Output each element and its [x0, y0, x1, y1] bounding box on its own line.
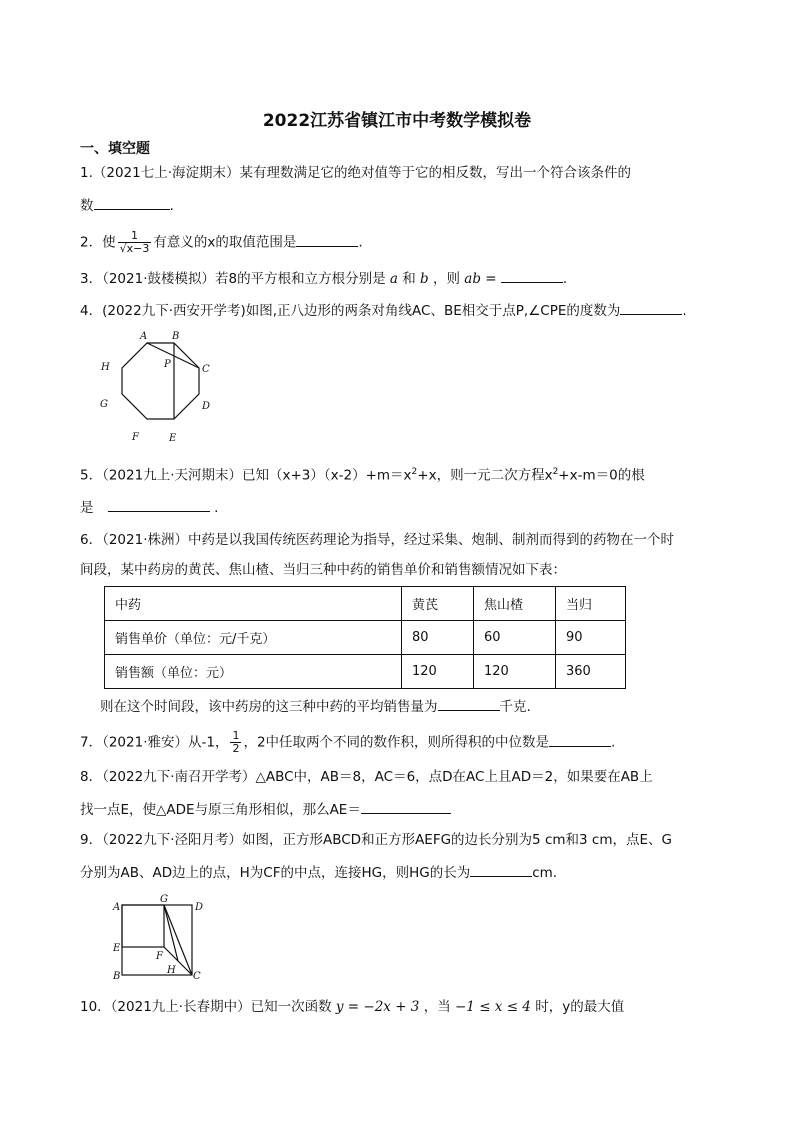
q1-prefix: 数 — [80, 198, 94, 214]
label-b: B — [172, 331, 180, 342]
question-10 — [80, 997, 624, 1017]
table-cell: 销售单价（单位：元/千克） — [105, 621, 402, 655]
label-a: A — [140, 331, 148, 342]
label-d: D — [195, 902, 204, 913]
label-c: C — [193, 971, 201, 982]
label-f: F — [156, 951, 163, 962]
question-9-line-1: 9．（2022九下·泾阳月考）如图，正方形ABCD和正方形AEFG的边长分别为5 cm和3 cm，点E、G — [80, 832, 672, 848]
q7-denominator: 2 — [232, 742, 240, 755]
table-cell: 90 — [556, 621, 626, 655]
answer-blank-5[interactable] — [108, 497, 210, 512]
question-1-line-2 — [80, 195, 174, 216]
q7-fraction — [230, 730, 241, 755]
q3-and: 和 — [402, 271, 416, 287]
table-header-cell: 中药 — [105, 587, 402, 621]
q10-mid: ，当 — [423, 999, 451, 1015]
q1-suffix: . — [169, 198, 174, 214]
q5-prefix: 是 — [80, 500, 94, 516]
q3-comma: ，则 — [432, 271, 460, 287]
table-header-row — [105, 587, 626, 621]
q7-numerator: 1 — [232, 729, 240, 742]
question-8-line-1: 8．（2022九下·南召开学考）△ABC中，AB＝8，AC＝6，点D在AC上且AD＝2，如果要在AB上 — [80, 769, 653, 785]
question-7 — [80, 730, 615, 755]
segment-gh — [164, 905, 178, 961]
q8-line-2-text: 找一点E，使△ADE与原三角形相似，那么AE＝ — [80, 802, 361, 818]
q9-prefix: 分别为AB、AD边上的点，H为CF的中点，连接HG，则HG的长为 — [80, 865, 471, 881]
q5-exponent-2: 2 — [552, 467, 559, 477]
answer-blank-2[interactable] — [296, 232, 358, 247]
q10-range: −1 ≤ x ≤ 4 — [455, 999, 531, 1015]
table-cell: 80 — [402, 621, 474, 655]
q4-text: 4．(2022九下·西安开学考)如图,正八边形的两条对角线AC、BE相交于点P,∠CPE的度数为 — [80, 303, 621, 319]
label-e: E — [113, 943, 121, 954]
q5-part-c: +x-m＝0的根 — [558, 467, 645, 484]
answer-blank-8[interactable] — [361, 799, 451, 814]
table-cell: 360 — [556, 655, 626, 689]
table-row — [105, 655, 626, 689]
table-cell: 120 — [474, 655, 556, 689]
q3-expression: ab = — [464, 271, 497, 287]
question-6-after — [100, 696, 531, 717]
answer-blank-9[interactable] — [470, 862, 532, 877]
q7-prefix: 7．（2021·雅安）从-1， — [80, 734, 229, 751]
answer-blank-7[interactable] — [549, 732, 611, 747]
label-a: A — [113, 902, 121, 913]
label-e: E — [169, 433, 177, 444]
label-c: C — [202, 364, 210, 375]
squares-figure — [110, 893, 210, 983]
q10-function: y = −2x + 3 — [335, 999, 420, 1015]
q4-end: . — [682, 303, 687, 319]
question-9-line-2 — [80, 862, 566, 883]
question-3 — [80, 268, 567, 289]
q9-suffix: cm． — [532, 865, 567, 881]
q6-after-prefix: 则在这个时间段，该中药房的这三种中药的平均销售量为 — [100, 699, 438, 715]
octagon-outline — [122, 343, 199, 419]
label-f: F — [132, 432, 139, 443]
q10-suffix: 时，y的最大值 — [535, 999, 625, 1015]
q5-suffix: . — [214, 500, 219, 516]
q7-end: . — [611, 734, 616, 751]
question-8-line-2 — [80, 799, 451, 820]
q3-var-b: b — [420, 271, 429, 287]
label-h: H — [167, 965, 176, 976]
section-heading: 一、填空题 — [80, 141, 150, 157]
q2-fraction — [118, 230, 152, 255]
label-b: B — [113, 971, 121, 982]
q2-end: . — [358, 234, 363, 251]
label-g: G — [100, 399, 108, 410]
question-5-line-2 — [80, 497, 218, 518]
label-p: P — [164, 359, 171, 370]
question-4 — [80, 300, 687, 321]
sales-table — [104, 586, 626, 689]
table-header-cell: 黄芪 — [402, 587, 474, 621]
q2-prefix: 2．使 — [80, 234, 116, 251]
q10-prefix: 10．（2021九上·长春期中）已知一次函数 — [80, 999, 332, 1015]
question-1-line-1: 1.（2021七上·海淀期末）某有理数满足它的绝对值等于它的相反数，写出一个符合该条件的 — [80, 165, 632, 181]
table-cell: 60 — [474, 621, 556, 655]
table-row — [105, 621, 626, 655]
q2-denominator: √x−3 — [119, 242, 150, 255]
question-6-line-1: 6．（2021·株洲）中药是以我国传统医药理论为指导，经过采集、炮制、制剂而得到的药物在一个时 — [80, 532, 674, 548]
page-title: 2022江苏省镇江市中考数学模拟卷 — [262, 111, 532, 131]
answer-blank-1[interactable] — [94, 195, 170, 210]
q5-part-b: +x，则一元二次方程x — [417, 467, 553, 484]
q5-exponent-1: 2 — [411, 467, 418, 477]
label-h: H — [101, 362, 110, 373]
label-g: G — [160, 894, 168, 905]
table-cell: 120 — [402, 655, 474, 689]
label-d: D — [202, 401, 211, 412]
q2-numerator: 1 — [118, 230, 152, 243]
q6-after-suffix: 千克. — [499, 699, 531, 715]
diagonal-ac — [147, 343, 199, 368]
answer-blank-3[interactable] — [501, 268, 563, 283]
answer-blank-4[interactable] — [620, 300, 682, 315]
q3-end: . — [562, 271, 568, 287]
octagon-figure — [92, 326, 222, 446]
q3-prefix: 3．（2021·鼓楼模拟）若8的平方根和立方根分别是 — [80, 271, 386, 287]
q2-suffix: 有意义的x的取值范围是 — [153, 234, 297, 251]
q7-suffix: ，2中任取两个不同的数作积，则所得积的中位数是 — [243, 734, 550, 751]
question-5-line-1 — [80, 462, 645, 486]
question-2 — [80, 230, 363, 255]
table-header-cell: 当归 — [556, 587, 626, 621]
answer-blank-6[interactable] — [438, 696, 500, 711]
q3-var-a: a — [389, 271, 398, 287]
table-header-cell: 焦山楂 — [474, 587, 556, 621]
table-cell: 销售额（单位：元） — [105, 655, 402, 689]
square-aefg — [122, 905, 164, 947]
q5-part-a: 5．（2021九上·天河期末）已知（x+3）（x-2）+m＝x — [80, 467, 412, 484]
question-6-line-2: 间段，某中药房的黄芪、焦山楂、当归三种中药的销售单价和销售额情况如下表： — [80, 562, 566, 578]
